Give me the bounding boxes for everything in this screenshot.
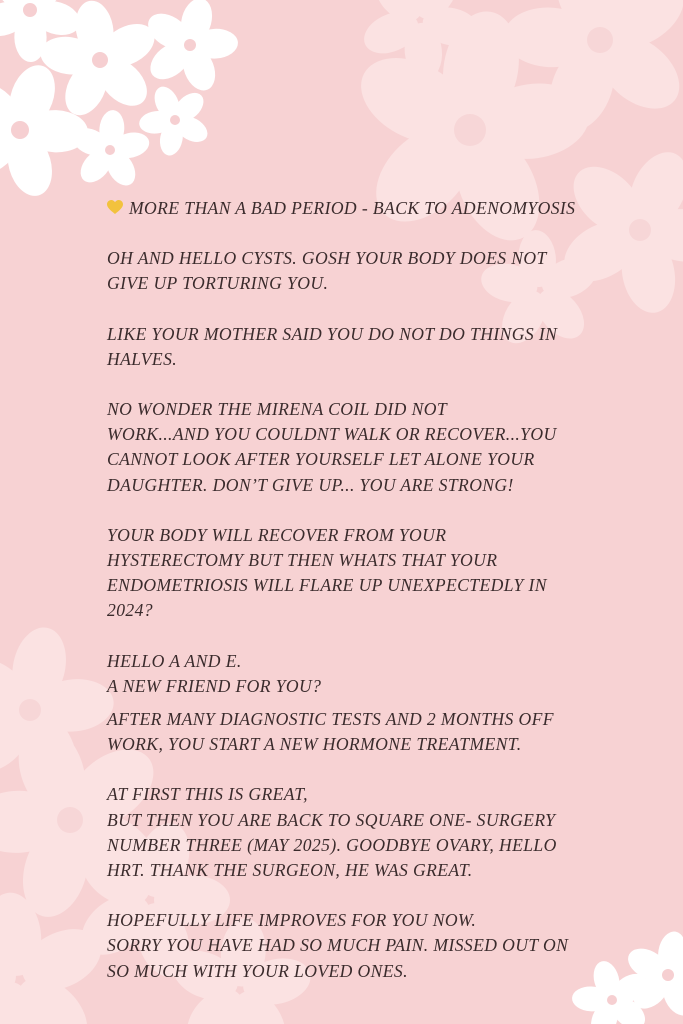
paragraph-6 <box>107 707 647 757</box>
poem-title <box>107 196 647 221</box>
text-line: OH AND HELLO CYSTS. GOSH YOUR BODY DOES NOT <box>107 248 547 269</box>
text-line: LIKE YOUR MOTHER SAID YOU DO NOT DO THINGS IN <box>107 323 558 344</box>
paragraph-1 <box>107 246 647 296</box>
text-line: WORK...AND YOU COULDNT WALK OR RECOVER...YOU <box>107 424 557 445</box>
white-flowers-top-left <box>0 0 251 218</box>
paragraph-3 <box>107 397 647 498</box>
text-line: ENDOMETRIOSIS WILL FLARE UP UNEXPECTEDLY IN <box>107 575 547 596</box>
text-line: SORRY YOU HAVE HAD SO MUCH PAIN. MISSED OUT ON <box>107 935 569 956</box>
text-line: HYSTERECTOMY BUT THEN WHATS THAT YOUR <box>107 550 498 571</box>
text-line: 2024? <box>107 600 153 621</box>
text-line: GIVE UP TORTURING YOU. <box>107 273 329 294</box>
text-line: AFTER MANY DIAGNOSTIC TESTS AND 2 MONTHS OFF <box>107 709 554 730</box>
text-line: HOPEFULLY LIFE IMPROVES FOR YOU NOW. <box>107 910 477 931</box>
text-line: AT FIRST THIS IS GREAT, <box>107 784 308 805</box>
text-line: DAUGHTER. DON’T GIVE UP... YOU ARE STRONG! <box>107 474 514 495</box>
paragraph-7 <box>107 782 647 883</box>
text-line: BUT THEN YOU ARE BACK TO SQUARE ONE- SURGERY <box>107 809 556 830</box>
text-line: SO MUCH WITH YOUR LOVED ONES. <box>107 960 408 981</box>
text-line: WORK, YOU START A NEW HORMONE TREATMENT. <box>107 734 522 755</box>
yellow-heart-icon <box>107 200 123 215</box>
text-line: NUMBER THREE (MAY 2025). GOODBYE OVARY, HELLO <box>107 834 557 855</box>
paragraph-5 <box>107 649 647 699</box>
text-line: CANNOT LOOK AFTER YOURSELF LET ALONE YOUR <box>107 449 535 470</box>
text-line: HELLO A AND E. <box>107 650 242 671</box>
text-line: HALVES. <box>107 348 178 369</box>
text-line: HRT. THANK THE SURGEON, HE WAS GREAT. <box>107 860 473 881</box>
text-line: A NEW FRIEND FOR YOU? <box>107 675 322 696</box>
title-text: MORE THAN A BAD PERIOD - BACK TO ADENOMYOSIS <box>129 198 576 218</box>
text-line: NO WONDER THE MIRENA COIL DID NOT <box>107 399 447 420</box>
paragraph-4 <box>107 523 647 624</box>
paragraph-8 <box>107 908 647 984</box>
poem-text <box>107 196 647 984</box>
paragraph-2 <box>107 322 647 372</box>
text-line: YOUR BODY WILL RECOVER FROM YOUR <box>107 524 447 545</box>
